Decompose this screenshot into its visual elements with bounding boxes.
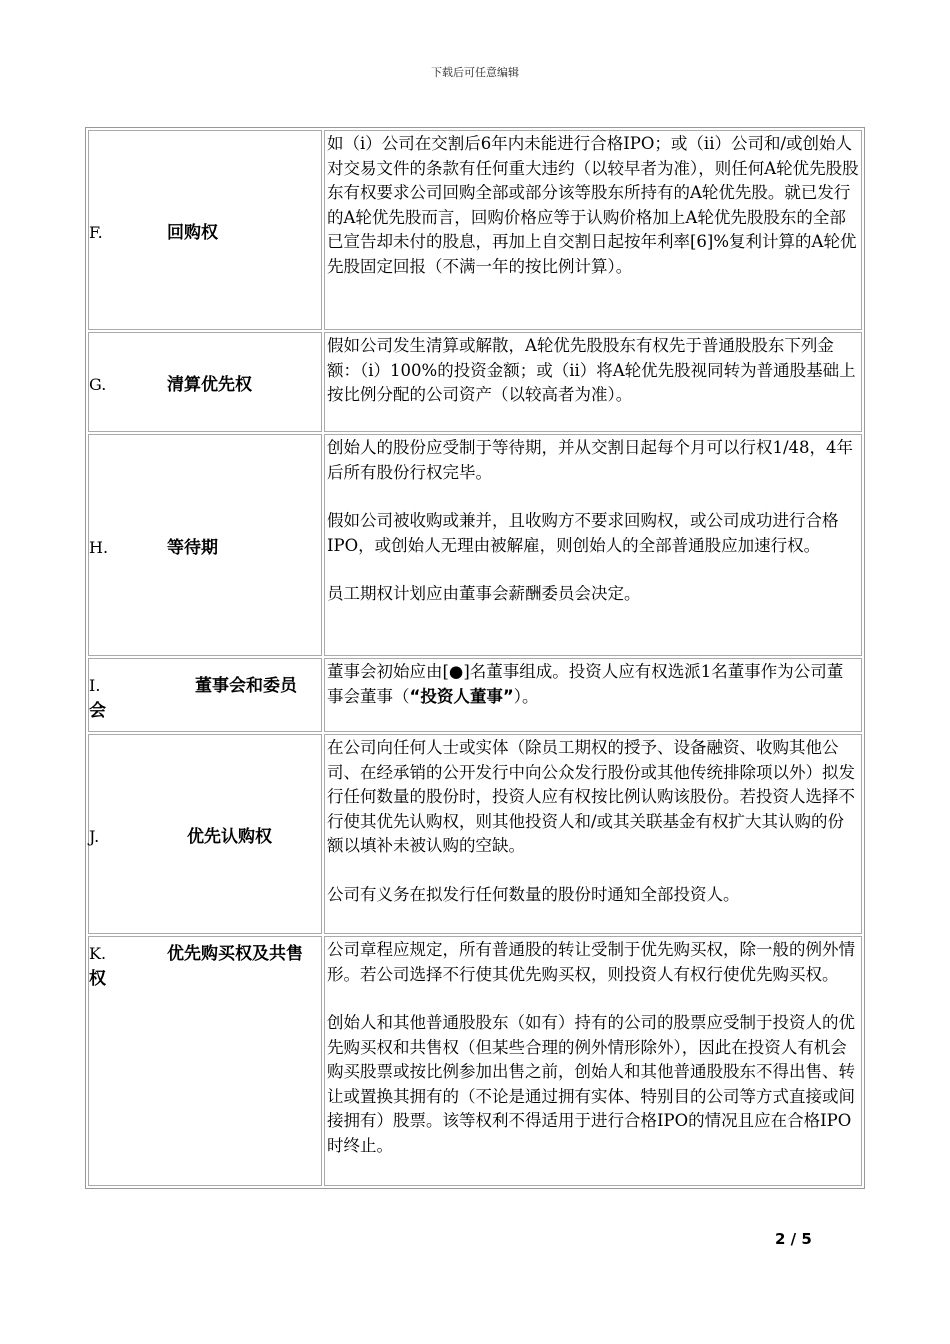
paragraph: 假如公司被收购或兼并，且收购方不要求回购权，或公司成功进行合格IPO，或创始人无理由被解雇，则创始人的全部普通股应加速行权。 xyxy=(327,511,839,555)
paragraph: 在公司向任何人士或实体（除员工期权的授予、设备融资、收购其他公司、在经承销的公开发行中向公众发行股份或其他传统排除项以外）拟发行任何数量的股份时，投资人应有权按比例认购该股份。若投资人选择不行使其优先认购权，则其他投资人和/或其关联基金有权扩大其认购的份额以填补未被认购的空缺。 xyxy=(327,738,855,855)
table-row xyxy=(88,734,862,934)
table-row xyxy=(88,130,862,330)
paragraph-text: ）。 xyxy=(513,686,539,706)
row-body-cell xyxy=(324,936,862,1186)
row-body-cell xyxy=(324,734,862,934)
row-letter: F. xyxy=(89,222,103,242)
paragraph: 创始人和其他普通股股东（如有）持有的公司的股票应受制于投资人的优先购买权和共售权（但某些合理的例外情形除外），因此在投资人有机会购买股票或按比例参加出售之前，创始人和其他普通股股东不得出售、转让或置换其拥有的（不论是通过拥有实体、特别目的公司等方式直接或间接拥有）股票。该等权利不得适用于进行合格IPO的情况且应在合格IPO时终止。 xyxy=(327,1013,855,1155)
row-title-continued: 会 xyxy=(89,701,106,721)
header-note: 下载后可任意编辑 xyxy=(431,66,519,79)
row-title-continued: 权 xyxy=(89,969,106,989)
terms-table xyxy=(85,127,865,1189)
paragraph: 公司有义务在拟发行任何数量的股份时通知全部投资人。 xyxy=(327,884,740,904)
paragraph: 假如公司发生清算或解散，A轮优先股股东有权先于普通股股东下列金额：（i）100%的投资金额；或（ii）将A轮优先股视同转为普通股基础上按比例分配的公司资产（以较高者为准）。 xyxy=(327,336,856,404)
row-label-cell xyxy=(88,936,322,1186)
row-label-cell xyxy=(88,130,322,330)
row-title: 等待期 xyxy=(167,537,218,558)
paragraph: 公司章程应规定，所有普通股的转让受制于优先购买权，除一般的例外情形。若公司选择不行使其优先购买权，则投资人有权行使优先购买权。 xyxy=(327,940,855,984)
row-title: 优先认购权 xyxy=(187,826,272,847)
paragraph: 如（i）公司在交割后6年内未能进行合格IPO；或（ii）公司和/或创始人对交易文件的条款有任何重大违约（以较早者为准），则任何A轮优先股股东有权要求公司回购全部或部分该等股东所持有的A轮优先股。就已发行的A轮优先股而言，回购价格应等于认购价格加上A轮优先股股东的全部已宣告却未付的股息，再加上自交割日起按年利率[6]%复利计算的A轮优先股固定回报（不满一年的按比例计算）。 xyxy=(327,134,859,276)
table-row xyxy=(88,658,862,732)
row-title: 优先购买权及共售 xyxy=(167,944,303,964)
defined-term: “投资人董事” xyxy=(409,686,514,706)
row-letter: H. xyxy=(89,537,109,557)
row-title: 董事会和委员 xyxy=(195,676,297,696)
paragraph xyxy=(327,660,859,709)
paragraph: 创始人的股份应受制于等待期，并从交割日起每个月可以行权1/48，4年后所有股份行权完毕。 xyxy=(327,438,854,482)
table-row xyxy=(88,434,862,656)
table-row xyxy=(88,332,862,432)
row-letter: K. xyxy=(89,944,107,963)
row-letter: I. xyxy=(89,676,101,695)
row-body-cell xyxy=(324,332,862,432)
row-body-cell xyxy=(324,434,862,656)
row-letter: J. xyxy=(89,826,100,846)
row-label-cell xyxy=(88,734,322,934)
row-title: 清算优先权 xyxy=(167,374,252,395)
row-letter: G. xyxy=(89,374,107,394)
row-body-cell xyxy=(324,658,862,732)
row-body-cell xyxy=(324,130,862,330)
paragraph-text: 董事会初始应由[●]名董事组成。投资人应有权选派1名董事作为公司董事会董事（ xyxy=(327,662,844,706)
page-number: 2 / 5 xyxy=(775,1230,812,1248)
row-label-cell xyxy=(88,658,322,732)
row-label-cell xyxy=(88,332,322,432)
row-title: 回购权 xyxy=(167,222,218,243)
paragraph: 员工期权计划应由董事会薪酬委员会决定。 xyxy=(327,584,641,603)
table-row xyxy=(88,936,862,1186)
row-label-cell xyxy=(88,434,322,656)
